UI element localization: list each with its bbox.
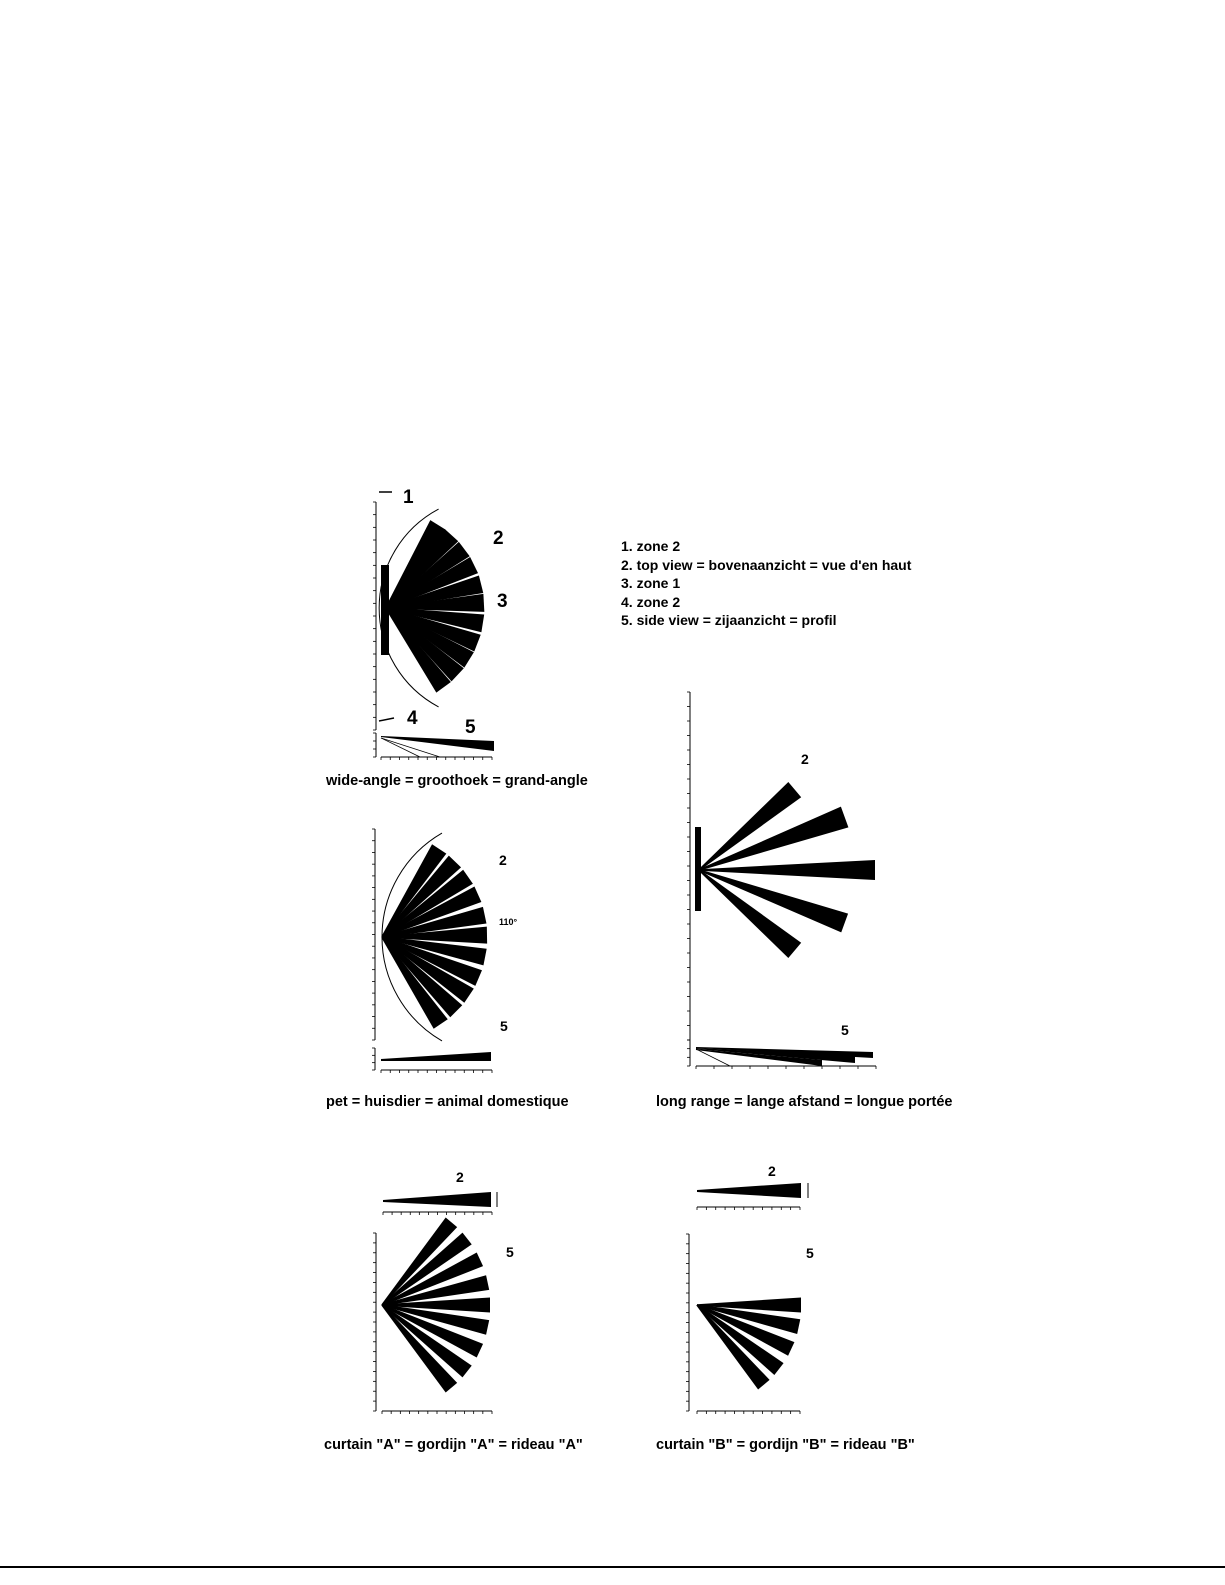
callout-3: 3	[497, 591, 508, 612]
long-range-detection-beam	[698, 782, 801, 871]
curtain-b-callout-2: 2	[768, 1163, 776, 1179]
callout-1: 1	[403, 487, 414, 508]
callout-5: 5	[465, 717, 476, 738]
page-bottom-rule	[0, 1566, 1225, 1568]
caption-long-range: long range = lange afstand = longue portée	[656, 1094, 953, 1110]
legend	[621, 537, 911, 630]
legend-item: 1. zone 2	[621, 538, 681, 554]
legend-item: 4. zone 2	[621, 593, 681, 610]
legend-item: 3. zone 1	[621, 575, 681, 591]
legend-item: 2. top view = bovenaanzicht = vue d'en haut	[621, 556, 912, 573]
curtain-b-callout-5: 5	[806, 1245, 814, 1261]
long-range-callout-5: 5	[841, 1022, 849, 1038]
caption-curtain-b: curtain "B" = gordijn "B" = rideau "B"	[656, 1437, 915, 1453]
pet-callout-5: 5	[500, 1018, 508, 1034]
curtain-a-callout-2: 2	[456, 1169, 464, 1185]
long-range-callout-2: 2	[801, 751, 809, 767]
callout-2: 2	[493, 528, 504, 549]
curtain-a-callout-5: 5	[506, 1244, 514, 1260]
pet-callout-2: 2	[499, 852, 507, 868]
curtain-b-top-beam	[697, 1183, 801, 1198]
pet-side-beam	[381, 1052, 491, 1061]
caption-wide-angle: wide-angle = groothoek = grand-angle	[326, 773, 588, 789]
pet-angle-label: 110°	[499, 917, 518, 927]
diagram-shapes	[372, 492, 876, 1414]
callout-4: 4	[407, 708, 418, 729]
curtain-a-top-beam	[383, 1192, 491, 1207]
caption-curtain-a: curtain "A" = gordijn "A" = rideau "A"	[324, 1437, 583, 1453]
zone-4-marker	[379, 718, 394, 721]
legend-item: 5. side view = zijaanzicht = profil	[621, 612, 837, 628]
long-range-detection-beam	[698, 869, 801, 958]
caption-pet: pet = huisdier = animal domestique	[326, 1094, 569, 1110]
